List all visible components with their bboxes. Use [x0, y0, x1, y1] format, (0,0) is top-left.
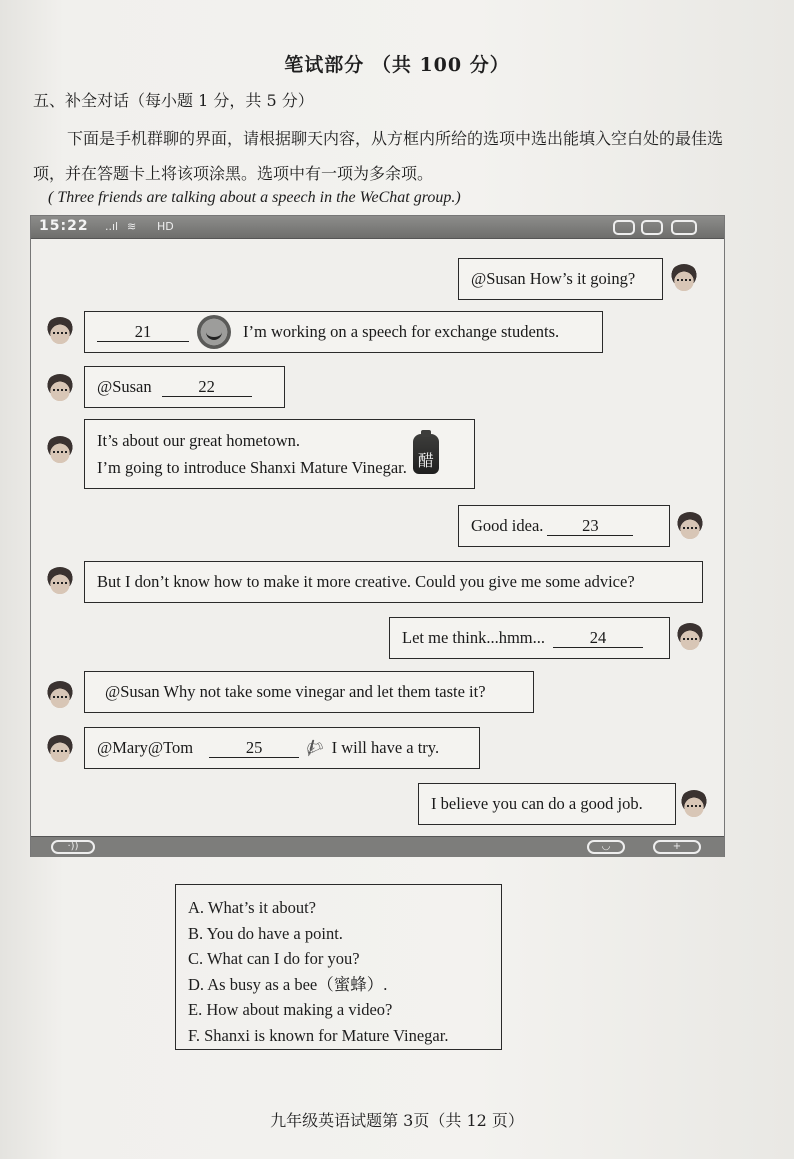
avatar-tom [45, 374, 75, 402]
avatar-susan [45, 317, 75, 345]
option-a: A. What’s it about? [188, 898, 317, 917]
emoji-icon[interactable]: ◡ [587, 840, 625, 854]
section-heading: 五、补全对话（每小题 1 分，共 5 分） [33, 91, 314, 110]
status-time: 15:22 [39, 218, 89, 234]
avatar-tom [45, 681, 75, 709]
message-line-2: I’m going to introduce Shanxi Mature Vinegar. [97, 458, 407, 477]
answer-blank-23: 23 [547, 517, 633, 536]
thumbs-up-icon: ✍ [300, 732, 328, 764]
page-footer: 九年级英语试题第 3页（共 12 页） [270, 1111, 524, 1130]
avatar-susan [45, 567, 75, 595]
plus-icon[interactable]: + [653, 840, 701, 854]
chat-bubble-3 [84, 366, 285, 408]
avatar-mary [679, 790, 709, 818]
crying-emoji-icon [197, 315, 231, 349]
chat-bubble-6 [84, 561, 703, 603]
option-d: D. As busy as a bee（蜜蜂）. [188, 974, 388, 994]
options-box [175, 884, 502, 1050]
option-e: E. How about making a video? [188, 1000, 393, 1019]
option-b: B. You do have a point. [188, 923, 343, 943]
option-f: F. Shanxi is known for Mature Vinegar. [188, 1025, 449, 1045]
chat-bubble-1 [458, 258, 663, 300]
status-bar [31, 216, 724, 239]
answer-blank-21: 21 [97, 323, 189, 342]
message-text: Let me think...hmm... [402, 628, 545, 647]
chat-bubble-9 [84, 727, 480, 769]
message-text: @Mary@Tom [97, 738, 194, 757]
avatar-mary [669, 264, 699, 292]
alarm-icon [641, 220, 663, 235]
signal-icon: ..ıl [105, 220, 119, 233]
message-text-2: I will have a try. [331, 738, 440, 757]
lock-icon [613, 220, 635, 235]
chat-screenshot [30, 215, 725, 857]
message-text: But I don’t know how to make it more creative. Could you give me some advice? [97, 572, 635, 591]
voice-icon[interactable]: ·)) [51, 840, 95, 854]
battery-icon [671, 220, 697, 235]
chat-bubble-2 [84, 311, 603, 353]
message-text: @Susan How’s it going? [471, 269, 636, 288]
chat-bubble-4 [84, 419, 475, 489]
option-c: C. What can I do for you? [188, 949, 360, 968]
avatar-mary [675, 512, 705, 540]
chat-bubble-7 [389, 617, 670, 659]
vinegar-bottle-icon: 醋 [413, 434, 439, 474]
page-title: 笔试部分 （共 100 分） [284, 54, 510, 76]
message-line-1: It’s about our great hometown. [97, 431, 300, 450]
scenario-subtitle: ( Three friends are talking about a speech in the WeChat group.) [48, 189, 461, 206]
message-text: I believe you can do a good job. [431, 794, 643, 813]
answer-blank-24: 24 [553, 629, 643, 648]
answer-blank-22: 22 [162, 378, 252, 397]
message-text: @Susan [97, 377, 152, 396]
input-bar [31, 836, 724, 857]
chat-bubble-5 [458, 505, 670, 547]
chat-bubble-10 [418, 783, 676, 825]
answer-blank-25: 25 [209, 739, 299, 758]
chat-bubble-8 [84, 671, 534, 713]
message-text: @Susan Why not take some vinegar and let them taste it? [105, 682, 486, 701]
network-badge: HD [157, 220, 174, 233]
wifi-icon: ≋ [127, 220, 137, 233]
message-text: Good idea. [471, 516, 544, 535]
message-text: I’m working on a speech for exchange students. [243, 322, 560, 341]
instructions: 下面是手机群聊的界面，请根据聊天内容，从方框内所给的选项中选出能填入空白处的最佳选项，并在答题卡上将该项涂黑。选项中有一项为多余项。 [33, 129, 724, 183]
avatar-susan [45, 735, 75, 763]
avatar-susan [45, 436, 75, 464]
avatar-mary [675, 623, 705, 651]
